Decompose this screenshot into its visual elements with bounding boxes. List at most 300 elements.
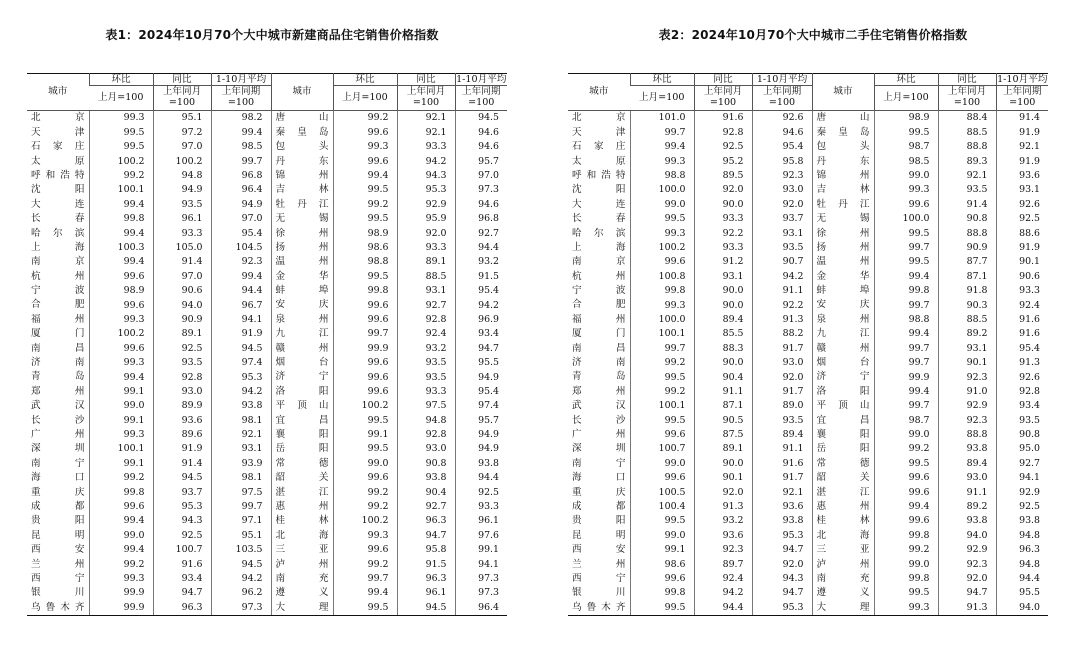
avg-index: 92.0: [752, 557, 812, 571]
avg-index: 92.5: [996, 212, 1048, 226]
avg-index: 92.6: [996, 197, 1048, 211]
yoy-index: 95.2: [694, 154, 752, 168]
avg-index: 97.4: [455, 399, 507, 413]
yoy-index: 93.3: [397, 384, 455, 398]
city-name: 海 口: [572, 472, 626, 484]
city-name: 大 理: [271, 600, 333, 615]
avg-index: 92.6: [996, 370, 1048, 384]
mom-index: 99.5: [333, 600, 397, 615]
yoy-index: 94.4: [694, 600, 752, 615]
avg-index: 91.6: [996, 327, 1048, 341]
mom-index: 99.5: [333, 183, 397, 197]
yoy-index: 94.8: [397, 413, 455, 427]
table-row: [27, 327, 507, 341]
yoy-index: 89.1: [153, 327, 211, 341]
mom-index: 100.2: [630, 241, 694, 255]
yoy-index: 92.4: [397, 327, 455, 341]
city-name: 宜 昌: [812, 413, 874, 427]
city-name: 沈 阳: [572, 184, 626, 196]
avg-index: 94.5: [211, 341, 271, 355]
mom-index: 99.2: [630, 356, 694, 370]
yoy-index: 92.1: [397, 111, 455, 126]
avg-index: 88.6: [996, 226, 1048, 240]
yoy-index: 91.5: [397, 557, 455, 571]
city-name: 湛 江: [812, 485, 874, 499]
table-row: [568, 442, 1048, 456]
avg-index: 92.1: [752, 485, 812, 499]
avg-index: 95.3: [211, 370, 271, 384]
avg-index: 92.3: [211, 255, 271, 269]
avg-index: 93.4: [996, 399, 1048, 413]
avg-index: 92.5: [455, 485, 507, 499]
yoy-index: 93.2: [694, 514, 752, 528]
city-name: 青 岛: [572, 371, 626, 383]
yoy-index: 89.4: [694, 312, 752, 326]
avg-index: 91.1: [752, 442, 812, 456]
yoy-index: 90.0: [694, 284, 752, 298]
city-name: 西 安: [31, 544, 85, 556]
header-avg-base: 上年同期=100: [211, 86, 271, 111]
yoy-index: 93.6: [694, 528, 752, 542]
city-name: 武 汉: [572, 400, 626, 412]
city-name: 广 州: [572, 428, 626, 440]
table-row: [568, 125, 1048, 139]
header-city: 城市: [812, 74, 874, 111]
header-yoy: 同比: [938, 74, 996, 86]
table-row: [568, 169, 1048, 183]
mom-index: 99.4: [89, 370, 153, 384]
mom-index: 100.0: [630, 183, 694, 197]
avg-index: 92.3: [752, 169, 812, 183]
avg-index: 94.2: [455, 298, 507, 312]
city-name: 乌鲁木齐: [568, 600, 630, 615]
mom-index: 99.6: [333, 471, 397, 485]
avg-index: 92.0: [752, 197, 812, 211]
yoy-index: 92.0: [694, 485, 752, 499]
avg-index: 95.0: [996, 442, 1048, 456]
avg-index: 94.6: [455, 197, 507, 211]
city-name: 福 州: [572, 313, 626, 325]
city-name: 西 宁: [572, 572, 626, 584]
mom-index: 99.5: [630, 600, 694, 615]
city-name: 太 原: [572, 155, 626, 167]
table-row: [568, 197, 1048, 211]
avg-index: 91.7: [752, 384, 812, 398]
yoy-index: 93.5: [153, 197, 211, 211]
avg-index: 97.5: [211, 485, 271, 499]
table-row: [568, 413, 1048, 427]
yoy-index: 92.9: [397, 197, 455, 211]
avg-index: 94.6: [752, 125, 812, 139]
header-avg-base: 上年同期=100: [996, 86, 1048, 111]
table-row: [27, 241, 507, 255]
mom-index: 99.4: [333, 169, 397, 183]
city-name: 重 庆: [572, 486, 626, 498]
yoy-index: 91.3: [694, 500, 752, 514]
mom-index: 99.3: [874, 600, 938, 615]
mom-index: 99.6: [874, 471, 938, 485]
table-row: [27, 471, 507, 485]
mom-index: 99.4: [874, 500, 938, 514]
mom-index: 99.3: [333, 140, 397, 154]
avg-index: 92.7: [996, 456, 1048, 470]
yoy-index: 91.0: [938, 384, 996, 398]
table-row: [27, 572, 507, 586]
yoy-index: 97.0: [153, 140, 211, 154]
mom-index: 99.7: [874, 341, 938, 355]
city-name: 常 德: [812, 456, 874, 470]
table-row: [27, 586, 507, 600]
avg-index: 98.1: [211, 413, 271, 427]
yoy-index: 92.0: [694, 183, 752, 197]
city-name: 北 海: [812, 528, 874, 542]
city-name: 济 宁: [271, 370, 333, 384]
header-mom-base: 上月=100: [630, 86, 694, 111]
mom-index: 100.0: [874, 212, 938, 226]
mom-index: 99.6: [89, 298, 153, 312]
yoy-index: 96.1: [153, 212, 211, 226]
mom-index: 98.5: [874, 154, 938, 168]
yoy-index: 93.7: [153, 485, 211, 499]
yoy-index: 92.3: [938, 413, 996, 427]
avg-index: 97.4: [211, 356, 271, 370]
avg-index: 91.1: [752, 284, 812, 298]
mom-index: 99.6: [333, 370, 397, 384]
mom-index: 99.6: [89, 269, 153, 283]
mom-index: 99.5: [874, 586, 938, 600]
yoy-index: 92.7: [397, 500, 455, 514]
mom-index: 99.1: [89, 413, 153, 427]
city-name: 金 华: [271, 269, 333, 283]
yoy-index: 88.5: [397, 269, 455, 283]
avg-index: 94.2: [211, 572, 271, 586]
yoy-index: 90.8: [938, 212, 996, 226]
avg-index: 94.4: [455, 241, 507, 255]
mom-index: 99.0: [874, 428, 938, 442]
mom-index: 99.4: [333, 586, 397, 600]
mom-index: 99.5: [630, 370, 694, 384]
yoy-index: 90.3: [938, 298, 996, 312]
avg-index: 93.0: [752, 356, 812, 370]
mom-index: 98.8: [874, 312, 938, 326]
mom-index: 99.6: [630, 471, 694, 485]
city-name: 襄 阳: [271, 428, 333, 442]
avg-index: 95.7: [455, 154, 507, 168]
yoy-index: 89.6: [153, 428, 211, 442]
mom-index: 100.2: [333, 399, 397, 413]
yoy-index: 93.0: [938, 471, 996, 485]
mom-index: 99.3: [333, 528, 397, 542]
avg-index: 93.5: [752, 413, 812, 427]
avg-index: 93.3: [455, 500, 507, 514]
mom-index: 101.0: [630, 111, 694, 126]
mom-index: 99.5: [874, 226, 938, 240]
table-row: [568, 471, 1048, 485]
city-name: 烟 台: [271, 356, 333, 370]
city-name: 吉 林: [271, 183, 333, 197]
avg-index: 91.4: [996, 111, 1048, 126]
city-name: 重 庆: [31, 486, 85, 498]
city-name: 厦 门: [572, 328, 626, 340]
header-avg: 1-10月平均: [997, 73, 1048, 85]
city-name: 昆 明: [572, 529, 626, 541]
yoy-index: 93.5: [938, 183, 996, 197]
table-row: [568, 284, 1048, 298]
yoy-index: 92.5: [153, 341, 211, 355]
avg-index: 98.1: [211, 471, 271, 485]
mom-index: 99.0: [630, 528, 694, 542]
mom-index: 99.8: [874, 572, 938, 586]
table-row: [27, 212, 507, 226]
city-name: 九 江: [271, 327, 333, 341]
city-name: 包 头: [271, 140, 333, 154]
mom-index: 99.4: [89, 197, 153, 211]
mom-index: 100.0: [630, 312, 694, 326]
table-row: [568, 255, 1048, 269]
yoy-index: 88.5: [938, 312, 996, 326]
mom-index: 100.3: [89, 241, 153, 255]
yoy-index: 95.3: [397, 183, 455, 197]
mom-index: 99.6: [333, 356, 397, 370]
yoy-index: 90.4: [397, 485, 455, 499]
mom-index: 99.6: [333, 154, 397, 168]
avg-index: 91.9: [996, 241, 1048, 255]
yoy-index: 91.4: [938, 197, 996, 211]
city-name: 九 江: [812, 327, 874, 341]
city-name: 上 海: [572, 241, 626, 253]
mom-index: 99.6: [333, 125, 397, 139]
header-mom: 环比: [630, 74, 694, 86]
table-title: 表1：2024年10月70个大中城市新建商品住宅销售价格指数: [105, 28, 439, 42]
avg-index: 94.8: [996, 557, 1048, 571]
yoy-index: 92.1: [938, 169, 996, 183]
avg-index: 97.0: [211, 212, 271, 226]
mom-index: 99.0: [333, 456, 397, 470]
table-row: [568, 356, 1048, 370]
mom-index: 99.7: [874, 241, 938, 255]
table-row: [27, 399, 507, 413]
table-row: [27, 370, 507, 384]
mom-index: 100.8: [630, 269, 694, 283]
yoy-index: 87.7: [938, 255, 996, 269]
avg-index: 90.1: [996, 255, 1048, 269]
yoy-index: 93.4: [153, 572, 211, 586]
avg-index: 94.6: [455, 125, 507, 139]
city-name: 惠 州: [812, 500, 874, 514]
mom-index: 99.3: [89, 312, 153, 326]
avg-index: 94.1: [455, 557, 507, 571]
mom-index: 98.6: [630, 557, 694, 571]
mom-index: 99.4: [874, 327, 938, 341]
city-name: 吉 林: [812, 183, 874, 197]
mom-index: 99.6: [89, 500, 153, 514]
yoy-index: 94.2: [397, 154, 455, 168]
city-name: 安 庆: [812, 298, 874, 312]
yoy-index: 93.3: [397, 241, 455, 255]
table-row: [568, 528, 1048, 542]
table-row: [27, 140, 507, 154]
city-name: 深 圳: [572, 443, 626, 455]
avg-index: 95.4: [211, 226, 271, 240]
avg-index: 92.0: [752, 370, 812, 384]
city-name: 北 京: [31, 112, 85, 124]
avg-index: 93.3: [996, 284, 1048, 298]
city-name: 无 锡: [812, 212, 874, 226]
header-avg-base: 上年同期=100: [752, 86, 812, 111]
price-index-table: [568, 73, 1048, 616]
city-name: 郑 州: [572, 385, 626, 397]
table-row: [27, 284, 507, 298]
avg-index: 90.7: [752, 255, 812, 269]
yoy-index: 93.1: [397, 284, 455, 298]
avg-index: 93.6: [996, 169, 1048, 183]
yoy-index: 88.4: [938, 111, 996, 126]
city-name: 蚌 埠: [271, 284, 333, 298]
header-avg: 1-10月平均: [752, 74, 812, 86]
city-name: 兰 州: [572, 558, 626, 570]
yoy-index: 91.9: [153, 442, 211, 456]
mom-index: 99.7: [333, 327, 397, 341]
city-name: 海 口: [31, 472, 85, 484]
avg-index: 92.2: [752, 298, 812, 312]
city-name: 贵 阳: [31, 515, 85, 527]
mom-index: 99.1: [333, 428, 397, 442]
city-name: 赣 州: [271, 341, 333, 355]
city-name: 金 华: [812, 269, 874, 283]
mom-index: 98.7: [874, 140, 938, 154]
city-name: 西 宁: [31, 572, 85, 584]
avg-index: 91.7: [752, 341, 812, 355]
city-name: 惠 州: [271, 500, 333, 514]
city-name: 徐 州: [812, 226, 874, 240]
avg-index: 93.8: [996, 514, 1048, 528]
yoy-index: 88.3: [694, 341, 752, 355]
yoy-index: 93.0: [153, 384, 211, 398]
yoy-index: 93.3: [397, 140, 455, 154]
yoy-index: 92.8: [397, 312, 455, 326]
avg-index: 91.6: [752, 456, 812, 470]
mom-index: 99.5: [874, 255, 938, 269]
avg-index: 91.9: [996, 125, 1048, 139]
header-yoy: 同比: [694, 74, 752, 86]
yoy-index: 91.2: [694, 255, 752, 269]
table-row: [568, 111, 1048, 126]
yoy-index: 95.8: [397, 543, 455, 557]
mom-index: 99.9: [874, 370, 938, 384]
city-name: 成 都: [31, 500, 85, 512]
yoy-index: 89.7: [694, 557, 752, 571]
city-name: 岳 阳: [812, 442, 874, 456]
city-name: 唐 山: [812, 111, 874, 126]
table-row: [568, 341, 1048, 355]
mom-index: 99.2: [333, 557, 397, 571]
avg-index: 98.5: [211, 140, 271, 154]
city-name: 石家庄: [572, 141, 626, 153]
mom-index: 99.2: [333, 197, 397, 211]
yoy-index: 92.5: [153, 528, 211, 542]
table-row: [27, 485, 507, 499]
city-name: 扬 州: [271, 241, 333, 255]
city-name: 宁 波: [572, 285, 626, 297]
avg-index: 96.4: [211, 183, 271, 197]
avg-index: 95.7: [455, 413, 507, 427]
avg-index: 95.4: [455, 384, 507, 398]
mom-index: 99.1: [630, 543, 694, 557]
header-mom-base: 上月=100: [89, 86, 153, 111]
avg-index: 90.8: [996, 428, 1048, 442]
header-avg: 1-10月平均: [211, 74, 271, 86]
mom-index: 99.2: [333, 111, 397, 126]
mom-index: 99.8: [333, 284, 397, 298]
avg-index: 94.1: [211, 312, 271, 326]
mom-index: 99.6: [630, 572, 694, 586]
city-name: 韶 关: [271, 471, 333, 485]
city-name: 宁 波: [31, 285, 85, 297]
city-name: 扬 州: [812, 241, 874, 255]
yoy-index: 96.3: [397, 514, 455, 528]
city-name: 深 圳: [31, 443, 85, 455]
yoy-index: 91.1: [938, 485, 996, 499]
city-name: 韶 关: [812, 471, 874, 485]
city-name: 合 肥: [572, 299, 626, 311]
mom-index: 100.7: [630, 442, 694, 456]
yoy-index: 96.3: [397, 572, 455, 586]
city-name: 三 亚: [271, 543, 333, 557]
yoy-index: 89.1: [694, 442, 752, 456]
yoy-index: 100.2: [153, 154, 211, 168]
avg-index: 97.6: [455, 528, 507, 542]
yoy-index: 90.0: [694, 197, 752, 211]
yoy-index: 91.3: [938, 600, 996, 615]
yoy-index: 95.1: [153, 111, 211, 126]
table-row: [568, 428, 1048, 442]
yoy-index: 90.6: [153, 284, 211, 298]
header-mom-base: 上月=100: [874, 86, 938, 111]
mom-index: 99.5: [630, 413, 694, 427]
avg-index: 91.6: [996, 312, 1048, 326]
yoy-index: 94.0: [153, 298, 211, 312]
avg-index: 96.8: [455, 212, 507, 226]
mom-index: 99.6: [89, 341, 153, 355]
avg-index: 94.2: [211, 384, 271, 398]
header-mom-base: 上月=100: [333, 86, 397, 111]
city-name: 桂 林: [812, 514, 874, 528]
city-name: 南 京: [572, 256, 626, 268]
avg-index: 94.7: [455, 341, 507, 355]
header-yoy-base: 上年同月=100: [694, 86, 752, 111]
avg-index: 96.3: [996, 543, 1048, 557]
mom-index: 99.2: [630, 384, 694, 398]
mom-index: 100.4: [630, 500, 694, 514]
mom-index: 100.1: [89, 442, 153, 456]
header-yoy-base: 上年同月=100: [153, 86, 211, 111]
table-row: [27, 413, 507, 427]
avg-index: 94.9: [455, 428, 507, 442]
avg-index: 94.0: [996, 600, 1048, 615]
avg-index: 94.4: [211, 284, 271, 298]
yoy-index: 89.3: [938, 154, 996, 168]
table-row: [27, 557, 507, 571]
table-row: [568, 514, 1048, 528]
city-name: 乌鲁木齐: [27, 600, 89, 615]
yoy-index: 90.1: [938, 356, 996, 370]
city-name: 长 沙: [31, 414, 85, 426]
mom-index: 99.6: [333, 312, 397, 326]
mom-index: 99.8: [89, 212, 153, 226]
table-row: [568, 327, 1048, 341]
avg-index: 93.7: [752, 212, 812, 226]
city-name: 牡丹江: [271, 197, 333, 211]
